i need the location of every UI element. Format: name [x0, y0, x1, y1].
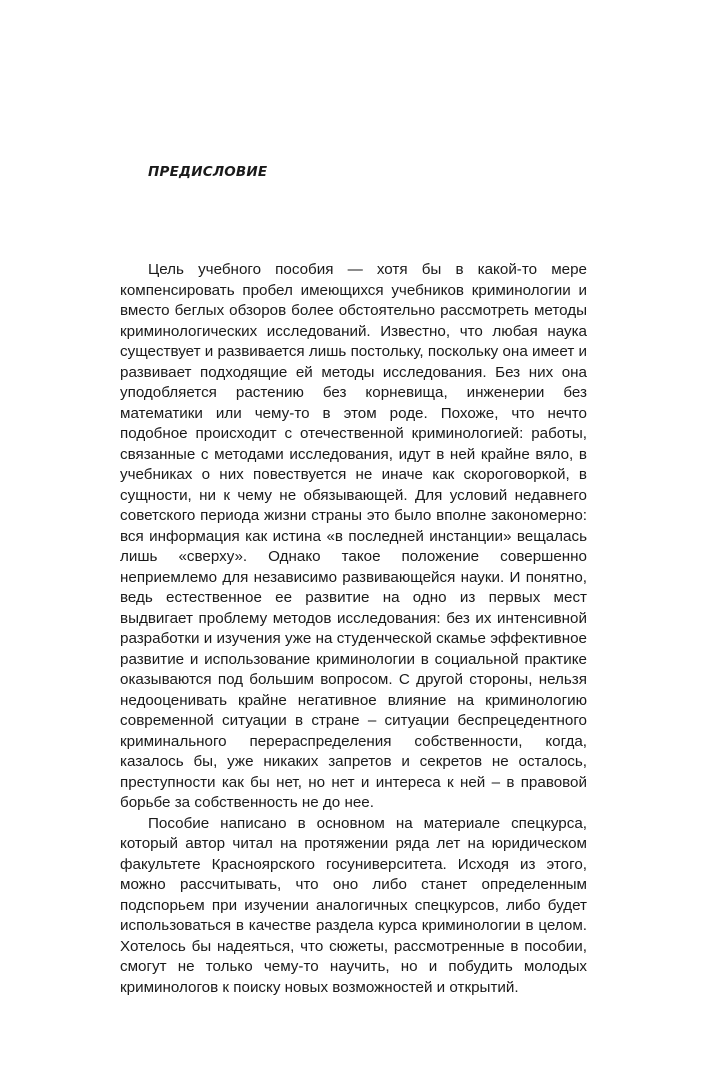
- body-text: [120, 260, 587, 998]
- paragraph-2: Пособие написано в основном на материале спецкурса, который автор читал на протяжении ряда лет на юридическом факультете Красноярского госуниверситета. Исходя из этого, можно рассчитывать, что оно либо станет определенным подспорьем при изучении аналогичных спецкурсов, либо будет использоваться в качестве раздела курса криминологии в целом. Хотелось бы надеяться, что сюжеты, рассмотренные в пособии, смогут не только чему-то научить, но и побудить молодых криминологов к поиску новых возможностей и открытий.: [120, 814, 587, 996]
- page-title: ПРЕДИСЛОВИЕ: [148, 164, 268, 180]
- paragraph-1: Цель учебного пособия — хотя бы в какой-то мере компенсировать пробел имеющихся учебников криминологии и вместо беглых обзоров более обстоятельно рассмотреть методы криминологических исследований. Известно, что любая наука существует и развивается лишь постольку, поскольку она имеет и развивает подходящие ей методы исследования. Без них она уподобляется растению без корневища, инженерии без математики или чему-то в этом роде. Похоже, что нечто подобное происходит с отечественной криминологией: работы, связанные с методами исследования, идут в ней крайне вяло, в учебниках о них повествуется не иначе как скороговоркой, в сущности, ни к чему не обязывающей. Для условий недавнего советского периода жизни страны это было вполне закономерно: вся информация как истина «в последней инстанции» вещалась лишь «сверху». Однако такое положение совершенно неприемлемо для независимо развивающейся науки. И понятно, ведь естественное ее развитие на одно из первых мест выдвигает проблему методов исследования: без их интенсивной разработки и изучения уже на студенческой скамье эффективное развитие и использование криминологии в социальной практике оказываются под большим вопросом. С другой стороны, нельзя недооценивать крайне негативное влияние на криминологию современной ситуации в стране – ситуации беспрецедентного криминального перераспределения собственности, когда, казалось бы, уже никаких запретов и секретов не осталось, преступности как бы нет, но нет и интереса к ней – в правовой борьбе за собственность не до нее.: [120, 261, 587, 811]
